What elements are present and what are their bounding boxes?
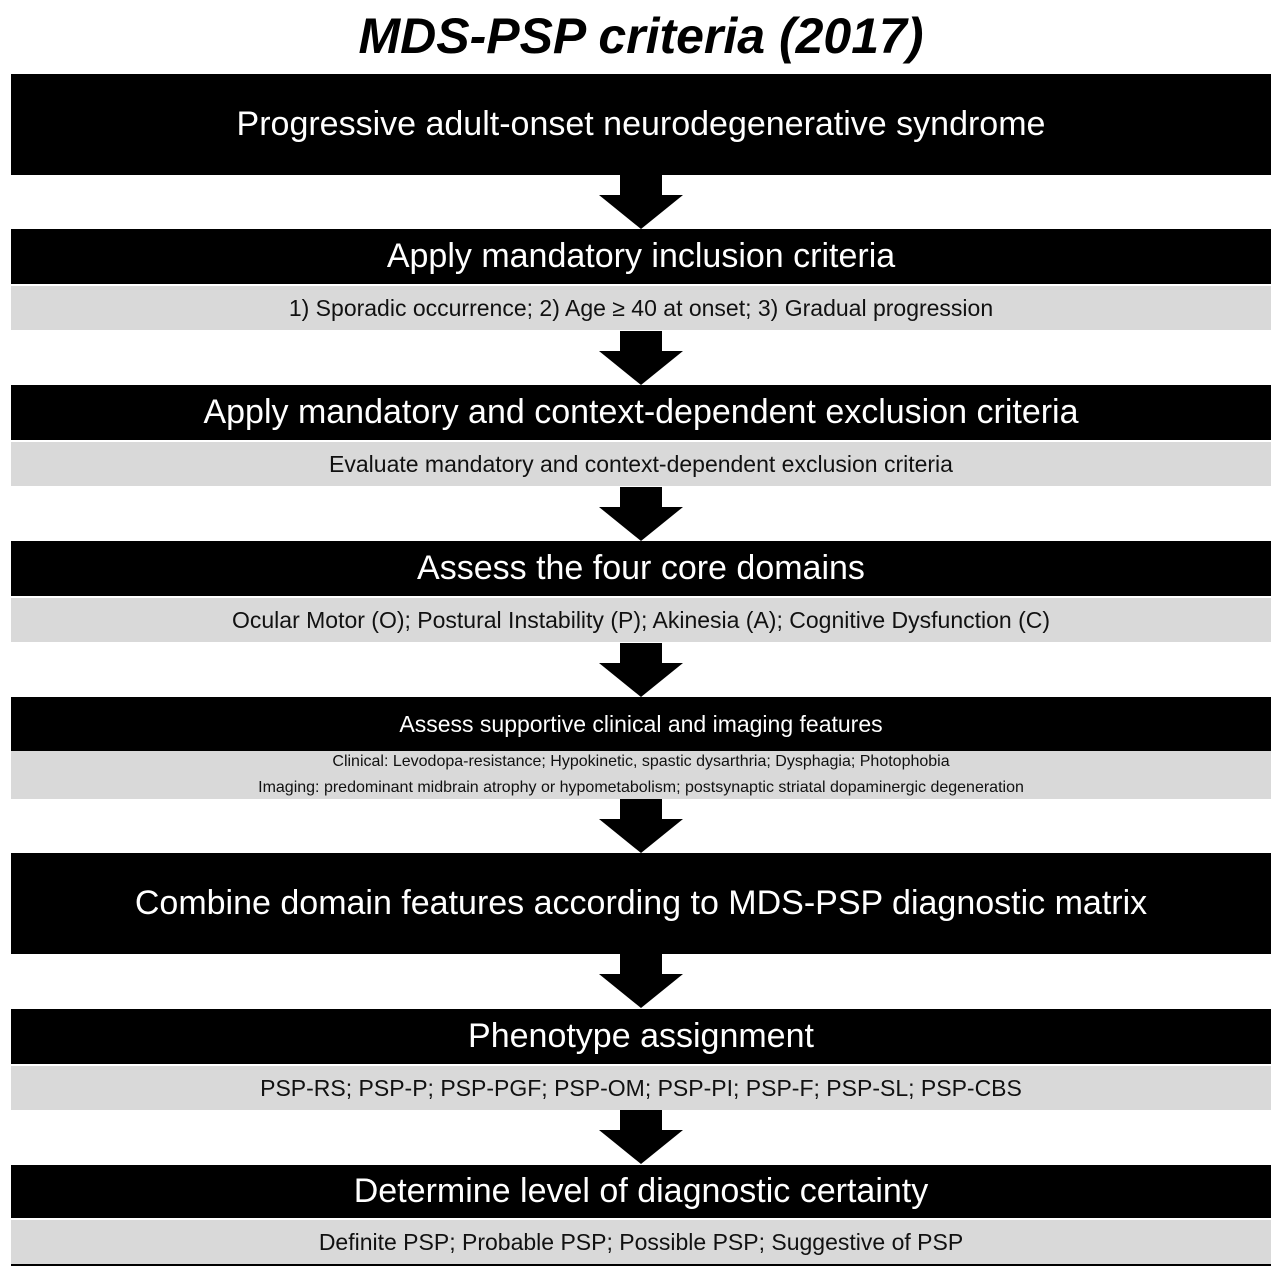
step-4-details [11, 598, 1271, 642]
arrow-6-to-7 [599, 954, 683, 1008]
step-7-details [11, 1066, 1271, 1110]
step-1-header: Progressive adult-onset neurodegenerative syndrome [11, 74, 1271, 175]
arrow-3-to-4 [599, 487, 683, 541]
step-3-header: Apply mandatory and context-dependent exclusion criteria [11, 385, 1271, 440]
arrow-1-to-2 [599, 175, 683, 229]
diagram-title: MDS-PSP criteria (2017) [358, 8, 924, 64]
step-7-header: Phenotype assignment [11, 1009, 1271, 1064]
step-5-details [11, 751, 1271, 799]
bottom-rule [11, 1264, 1271, 1266]
step-4-detail-line: Ocular Motor (O); Postural Instability (P); Akinesia (A); Cognitive Dysfunction (C) [231, 606, 1051, 633]
step-4-header: Assess the four core domains [11, 541, 1271, 596]
arrow-5-to-6 [599, 799, 683, 853]
step-5-header: Assess supportive clinical and imaging features [11, 697, 1271, 751]
arrow-4-to-5 [599, 643, 683, 697]
step-7-detail-line: PSP-RS; PSP-P; PSP-PGF; PSP-OM; PSP-PI; PSP-F; PSP-SL; PSP-CBS [260, 1074, 1022, 1101]
step-8-detail-line: Definite PSP; Probable PSP; Possible PSP; Suggestive of PSP [318, 1228, 964, 1255]
step-2-details [11, 286, 1271, 330]
step-5-detail-clinical: Clinical: Levodopa-resistance; Hypokinetic, spastic dysarthria; Dysphagia; Photophobia [332, 753, 950, 770]
step-2-header: Apply mandatory inclusion criteria [11, 229, 1271, 284]
arrow-7-to-8 [599, 1110, 683, 1164]
step-3-details [11, 442, 1271, 486]
step-3-detail-line: Evaluate mandatory and context-dependent exclusion criteria [329, 450, 953, 477]
arrow-2-to-3 [599, 331, 683, 385]
step-2-detail-line: 1) Sporadic occurrence; 2) Age ≥ 40 at onset; 3) Gradual progression [288, 294, 994, 321]
step-6-header: Combine domain features according to MDS-PSP diagnostic matrix [11, 853, 1271, 954]
step-8-header: Determine level of diagnostic certainty [11, 1165, 1271, 1218]
step-8-details [11, 1220, 1271, 1264]
step-5-detail-imaging: Imaging: predominant midbrain atrophy or hypometabolism; postsynaptic striatal dopaminergic degeneration [258, 779, 1024, 796]
